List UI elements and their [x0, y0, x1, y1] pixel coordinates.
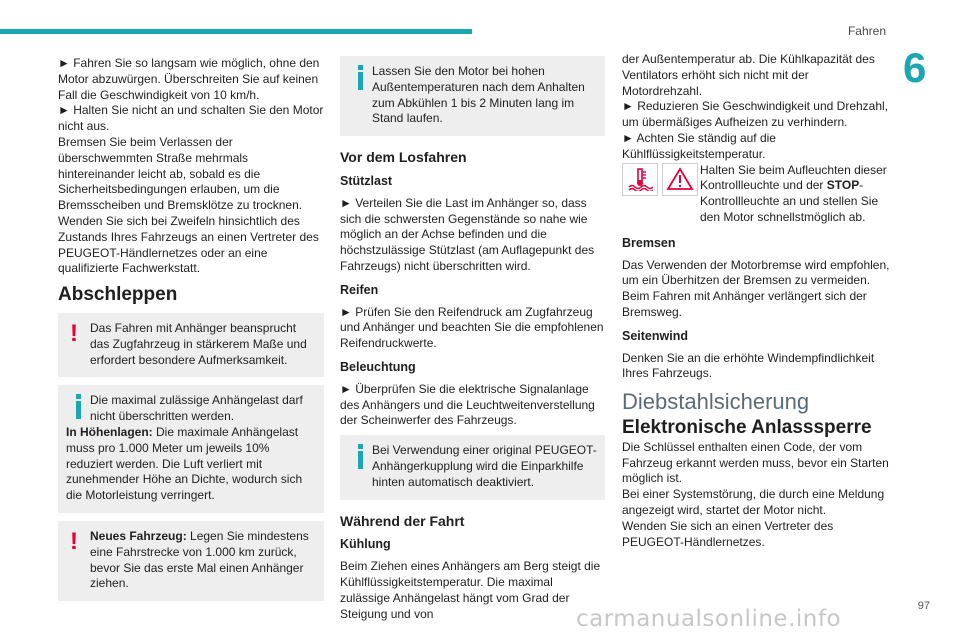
paragraph: ► Prüfen Sie den Reifendruck am Zugfahrzeug und Anhänger und beachten Sie die empfohlenen Reifendruckwerte.: [340, 304, 604, 351]
warning-note: [58, 313, 324, 377]
paragraph: Bremsen Sie beim Verlassen der überschwemmten Straße mehrmals hintereinander leicht ab, sobald es die Sicherheitsbedingungen erlauben, um die Bremsscheiben und Bremsklötze zu trocknen.: [58, 134, 303, 213]
section-title: Fahren: [847, 24, 886, 38]
paragraph: Wenden Sie sich an einen Vertreter des PEUGEOT-Händlernetzes.: [622, 518, 834, 549]
paragraph: ► Fahren Sie so langsam wie möglich, ohne den Motor abzuwürgen. Überschreiten Sie auf keinen Fall die Geschwindigkeit von 10 km/h.: [58, 56, 320, 102]
note-bold: In Höhenlagen:: [66, 424, 153, 439]
note-text: Die maximale Anhängelast muss pro 1.000 Meter um jeweils 10% reduziert werden. Die Luft verliert mit zunehmender Höhe an Dichte, wodurch sich die Motorleistung verringert.: [66, 424, 303, 503]
note-text: Das Fahren mit Anhänger beansprucht das Zugfahrzeug in stärkerem Maße und erfordert besondere Aufmerksamkeit.: [90, 320, 307, 367]
paragraph: Die Schlüssel enthalten einen Code, der vom Fahrzeug erkannt werden muss, bevor ein Starten möglich ist.: [622, 439, 889, 486]
paragraph: ► Achten Sie ständig auf die Kühlflüssigkeitstemperatur.: [622, 130, 776, 161]
paragraph: Halten Sie beim Aufleuchten dieser Kontrollleuchte und der: [700, 162, 887, 193]
warning-triangle-icon: [662, 163, 698, 196]
paragraph: Das Verwenden der Motorbremse wird empfohlen, um ein Überhitzen der Bremsen zu vermeiden. Beim Fahren mit Anhänger verlängert sich der Bremsweg.: [622, 257, 890, 319]
heading-kuehlung: Kühlung: [340, 537, 391, 552]
warning-lamp-instruction: [622, 163, 890, 226]
info-note: [58, 385, 324, 513]
column-2: [340, 56, 605, 622]
exclamation-icon: !: [70, 527, 78, 555]
page-number: 97: [917, 600, 930, 612]
exclamation-icon: !: [70, 319, 78, 347]
paragraph: Bei einer Systemstörung, die durch eine Meldung angezeigt wird, startet der Motor nicht.: [622, 487, 885, 517]
watermark: carmanualsonline.info: [576, 606, 842, 632]
note-text: [66, 529, 316, 592]
warning-note: [58, 521, 324, 601]
heading-stuetzlast: Stützlast: [340, 173, 393, 188]
stop-label: STOP: [826, 178, 860, 193]
heading-seitenwind: Seitenwind: [622, 328, 688, 343]
paragraph: ► Überprüfen Sie die elektrische Signalanlage des Anhängers und die Leuchtweitenverstellung der Scheinwerfer des Fahrzeugs.: [340, 381, 595, 428]
info-note: [340, 56, 605, 136]
column-3: [622, 52, 890, 550]
paragraph: Denken Sie an die erhöhte Windempfindlichkeit Ihres Fahrzeugs.: [622, 350, 875, 381]
column-1: [58, 56, 324, 609]
coolant-temperature-icon: [622, 163, 658, 196]
info-note: [340, 435, 605, 499]
paragraph: der Außentemperatur ab. Die Kühlkapazität des Ventilators erhöht sich nicht mit der Motordrehzahl.: [622, 52, 875, 98]
header-accent-bar: [0, 29, 472, 34]
info-icon: [358, 444, 374, 474]
note-text: Bei Verwendung einer original PEUGEOT-Anhängerkupplung wird die Einparkhilfe hinten automatisch deaktiviert.: [372, 443, 597, 489]
note-text: Die maximal zulässige Anhängelast darf nicht überschritten werden.: [90, 393, 303, 424]
heading-before-driving: Vor dem Losfahren: [340, 149, 467, 166]
paragraph: ► Halten Sie nicht an und schalten Sie den Motor nicht aus.: [58, 103, 324, 134]
paragraph: Wenden Sie sich bei Zweifeln hinsichtlich des Zustands Ihres Fahrzeugs an einen Vertreter des PEUGEOT-Händlernetzes oder an eine qualifizierte Fachwerkstatt.: [58, 213, 319, 276]
note-text: Lassen Sie den Motor bei hohen Außentemperaturen nach dem Anhalten zum Abkühlen 1 bis 2 Minuten lang im Stand laufen.: [372, 64, 585, 126]
heading-anlasssperre: Elektronische Anlasssperre: [622, 416, 872, 438]
paragraph: ► Reduzieren Sie Geschwindigkeit und Drehzahl, um übermäßiges Aufheizen zu verhindern.: [622, 99, 889, 130]
info-icon: [76, 394, 92, 424]
warning-lamp-icons: [622, 163, 698, 196]
heading-diebstahlsicherung: Diebstahlsicherung: [622, 389, 810, 415]
info-icon: [358, 65, 374, 95]
chapter-number: 6: [903, 44, 927, 91]
note-bold: Neues Fahrzeug:: [90, 528, 187, 543]
paragraph: ► Verteilen Sie die Last im Anhänger so, dass sich die schwersten Gegenstände so nahe wie möglich an der Achse befinden und die höchstzulässige Stützlast (am Auflagepunkt des Fahrzeugs) nicht überschritten wird.: [340, 195, 595, 273]
heading-abschleppen: Abschleppen: [58, 284, 178, 306]
heading-reifen: Reifen: [340, 282, 379, 297]
heading-beleuchtung: Beleuchtung: [340, 359, 416, 374]
heading-during-driving: Während der Fahrt: [340, 512, 465, 529]
paragraph: Beim Ziehen eines Anhängers am Berg steigt die Kühlflüssigkeitstemperatur. Die maximal zulässige Anhängelast hängt vom Grad der Steigung und von: [340, 559, 601, 621]
heading-bremsen: Bremsen: [622, 235, 676, 250]
note-text: Legen Sie mindestens eine Fahrstrecke von 1.000 km zurück, bevor Sie das erste Mal einen Anhänger ziehen.: [90, 528, 309, 591]
paragraph: -Kontrollleuchte an und stellen Sie den Motor schnellstmöglich ab.: [700, 178, 879, 224]
note-text: [66, 425, 316, 504]
